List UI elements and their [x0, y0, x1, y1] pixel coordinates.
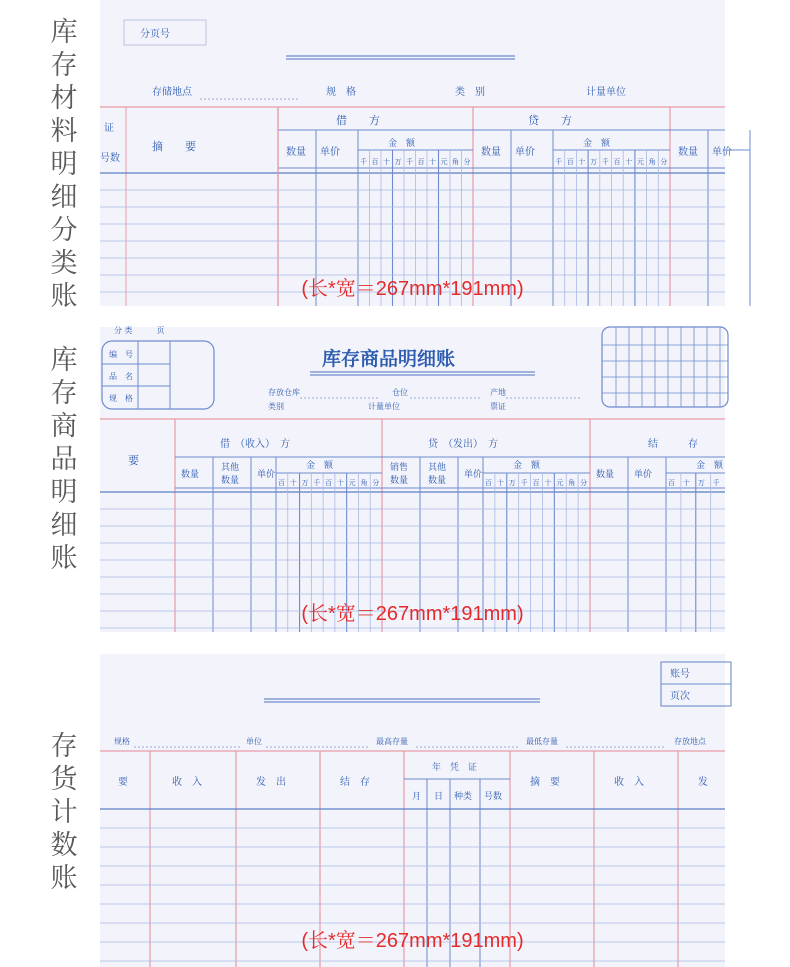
- voucher-header: 证: [104, 123, 114, 134]
- digit-label: 千: [712, 479, 720, 487]
- sub-header: 数量: [428, 476, 447, 486]
- amount-header: 金 额: [513, 461, 541, 471]
- digit-label: 角: [648, 158, 656, 166]
- digit-label: 角: [568, 479, 576, 487]
- section-2-label-text: 库 存 商 品 明 细 账: [50, 345, 78, 574]
- credit-header-2: 贷 （发出） 方: [428, 439, 498, 450]
- digit-label: 十: [289, 479, 297, 487]
- code-label: 编 号: [109, 350, 133, 359]
- unit-label: 计量单位: [586, 87, 626, 98]
- debit-header: 借 方: [336, 114, 380, 127]
- digit-label: 百: [371, 158, 379, 166]
- digit-label: 十: [383, 158, 390, 166]
- page-number-label: 分页号: [140, 29, 170, 40]
- section-3-label-text: 存 货 计 数 账: [50, 731, 78, 894]
- top-right-grid: [602, 327, 728, 407]
- size-note-3: (长*宽＝267mm*191mm): [301, 930, 524, 952]
- day-header: 日: [434, 792, 444, 802]
- summary-header-3: 摘 要: [530, 777, 560, 788]
- unit-label-3: 单位: [246, 737, 262, 746]
- category-label: 类 别: [455, 87, 485, 98]
- section-1-label-text: 库 存 材 料 明 细 分 类 账: [50, 17, 78, 312]
- storage-location-label: 存储地点: [152, 87, 192, 98]
- qty-header: 数量: [678, 147, 698, 158]
- digit-label: 元: [556, 479, 564, 487]
- digit-label: 十: [544, 479, 552, 487]
- issue-header: 发 出: [256, 777, 286, 788]
- form-3-drawing: [100, 654, 725, 967]
- origin-label: 产地: [490, 388, 506, 397]
- digit-label: 百: [668, 479, 675, 487]
- digit-label: 十: [496, 479, 504, 487]
- month-header: 月: [412, 792, 422, 802]
- spec-label-2: 规 格: [109, 394, 133, 403]
- sub-header: 数量: [181, 470, 200, 480]
- page-fragment-text: 分 类 页: [114, 326, 165, 335]
- sub-header: 数量: [390, 476, 409, 486]
- digit-label: 角: [452, 158, 459, 166]
- size-note-2: (长*宽＝267mm*191mm): [301, 603, 524, 625]
- digit-label: 元: [440, 158, 448, 166]
- digit-label: 万: [590, 158, 598, 166]
- min-stock-label: 最低存量: [526, 737, 558, 746]
- digit-label: 元: [636, 158, 644, 166]
- digit-label: 百: [278, 479, 285, 487]
- digit-label: 百: [417, 158, 425, 166]
- summary-left-header: 要: [118, 777, 128, 788]
- ticket-label: 票证: [490, 402, 506, 411]
- ledger-form-inventory-materials: [100, 0, 732, 306]
- receive-header: 收 入: [172, 777, 202, 788]
- digit-label: 千: [313, 479, 321, 487]
- digit-label: 千: [406, 158, 413, 166]
- digit-label: 十: [625, 158, 633, 166]
- amount-header: 金 额: [696, 461, 724, 471]
- voucher-number-header: 号数: [100, 153, 120, 164]
- form-title: 库存商品明细账: [322, 348, 456, 370]
- amount-header: 金 额: [306, 461, 334, 471]
- receive-header-2: 收 入: [614, 777, 644, 788]
- summary-header-2: 要: [128, 454, 139, 467]
- digit-label: 分: [372, 479, 380, 487]
- page-count-label: 页次: [670, 691, 690, 702]
- credit-header: 贷 方: [528, 114, 572, 127]
- section-2-label: [44, 344, 84, 575]
- sub-header: 销售: [390, 463, 409, 473]
- balance-header-2: 结 存: [648, 439, 698, 450]
- digit-label: 万: [301, 479, 309, 487]
- price-header: 单价: [515, 147, 535, 158]
- spec-label-3: 规格: [114, 737, 130, 746]
- digit-label: 百: [566, 158, 574, 166]
- price-header: 单价: [320, 147, 340, 158]
- ledger-form-inventory-count: [100, 654, 725, 967]
- summary-header: 摘 要: [152, 140, 196, 153]
- digit-label: 万: [508, 479, 516, 487]
- digit-label: 千: [520, 479, 528, 487]
- debit-header-2: 借 （收入） 方: [220, 439, 290, 450]
- sub-header: 单价: [634, 470, 653, 480]
- digit-label: 百: [532, 479, 540, 487]
- section-1-label: [44, 16, 84, 313]
- issue-header-2: 发: [698, 777, 708, 788]
- digit-label: 百: [613, 158, 621, 166]
- sub-header: 其他: [428, 463, 447, 473]
- sub-header: 单价: [464, 470, 483, 480]
- digit-label: 百: [485, 479, 492, 487]
- sub-header: 其他: [221, 463, 240, 473]
- digit-label: 分: [660, 158, 668, 166]
- digit-label: 千: [360, 158, 367, 166]
- type-header: 种类: [454, 792, 473, 802]
- location-label-3: 存放地点: [674, 737, 706, 746]
- qty-header: 数量: [481, 147, 501, 158]
- digit-label: 十: [336, 479, 344, 487]
- account-no-label: 账号: [670, 669, 690, 680]
- size-note-1: (长*宽＝267mm*191mm): [301, 278, 524, 300]
- voucher-header-3: 年 凭 证: [432, 763, 478, 773]
- number-header: 号数: [484, 792, 503, 802]
- category-label-2: 类别: [268, 402, 284, 411]
- price-header: 单价: [712, 147, 732, 158]
- sub-header: 单价: [257, 470, 276, 480]
- digit-label: 百: [325, 479, 333, 487]
- amount-header: 金 额: [388, 139, 416, 149]
- digit-label: 十: [682, 479, 690, 487]
- warehouse-label: 存放仓库: [268, 388, 300, 397]
- digit-label: 元: [348, 479, 356, 487]
- digit-label: 分: [463, 158, 471, 166]
- name-label: 品 名: [109, 372, 133, 381]
- digit-label: 千: [555, 158, 562, 166]
- amount-header: 金 额: [583, 139, 611, 149]
- digit-label: 十: [578, 158, 586, 166]
- digit-label: 十: [429, 158, 436, 166]
- qty-header: 数量: [286, 147, 306, 158]
- sub-header: 数量: [596, 470, 615, 480]
- location-label: 仓位: [392, 388, 408, 397]
- ledger-form-inventory-goods: [100, 327, 725, 632]
- digit-label: 万: [697, 479, 705, 487]
- spec-label: 规 格: [326, 87, 356, 98]
- max-stock-label: 最高存量: [376, 737, 408, 746]
- digit-label: 角: [360, 479, 368, 487]
- digit-label: 千: [601, 158, 609, 166]
- form-1-drawing: [100, 0, 732, 306]
- balance-header-3: 结 存: [340, 777, 370, 788]
- form-2-drawing: [100, 327, 725, 632]
- digit-label: 万: [394, 158, 402, 166]
- section-3-label: [44, 730, 84, 895]
- digit-label: 分: [580, 479, 588, 487]
- sub-header: 数量: [221, 476, 240, 486]
- unit-label-2: 计量单位: [368, 402, 400, 411]
